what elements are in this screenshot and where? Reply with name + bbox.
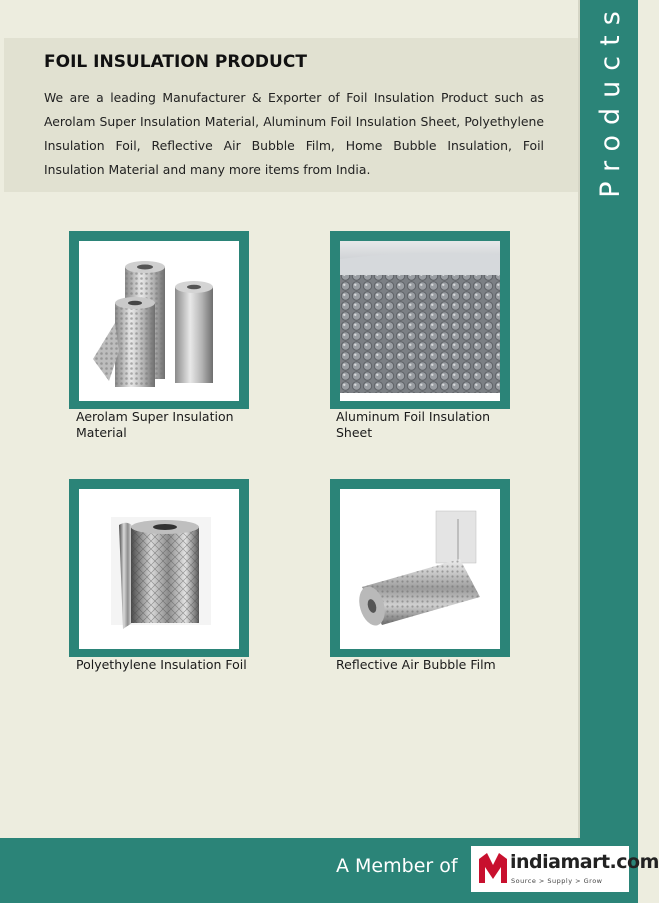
product-card-polyethylene[interactable] [69,479,249,657]
product-label-polyethylene[interactable]: Polyethylene Insulation Foil [76,657,247,672]
indiamart-logo-text: indiamart.com [510,851,659,873]
foil-rolls-image [79,241,239,401]
indiamart-tagline: Source > Supply > Grow [511,877,603,885]
product-image-aerolam [79,241,239,401]
indiamart-logo[interactable] [471,846,659,892]
product-label-aerolam[interactable]: Aerolam Super Insulation Material [76,409,234,440]
member-text: A Member of [336,855,458,877]
reflective-roll-image [340,489,500,649]
product-image-polyethylene [79,489,239,649]
product-card-reflective-bubble[interactable] [330,479,510,657]
foil-roll-upright-image [79,489,239,649]
intro-description: We are a leading Manufacturer & Exporter of Foil Insulation Product such as Aerolam Super Insulation Material, Aluminum Foil Insulation Sheet, Polyethylene Insulation Foil, Reflective Air Bubble Film, Home Bubble Insulation, Foil Insulation Material and many more items from India. [44,90,544,177]
product-card-aerolam[interactable] [69,231,249,409]
product-image-aluminum-foil [340,241,500,401]
product-card-aluminum-foil[interactable] [330,231,510,409]
bubble-sheet-image [340,241,500,401]
product-image-reflective-bubble [340,489,500,649]
sidebar-title-text: Products [594,1,626,198]
indiamart-m-icon [475,849,511,889]
sidebar-title [592,1,628,198]
product-label-reflective-bubble[interactable]: Reflective Air Bubble Film [336,657,496,672]
sidebar-edge [578,0,580,903]
product-label-aluminum-foil[interactable]: Aluminum Foil Insulation Sheet [336,409,491,440]
page-title: FOIL INSULATION PRODUCT [44,52,307,72]
